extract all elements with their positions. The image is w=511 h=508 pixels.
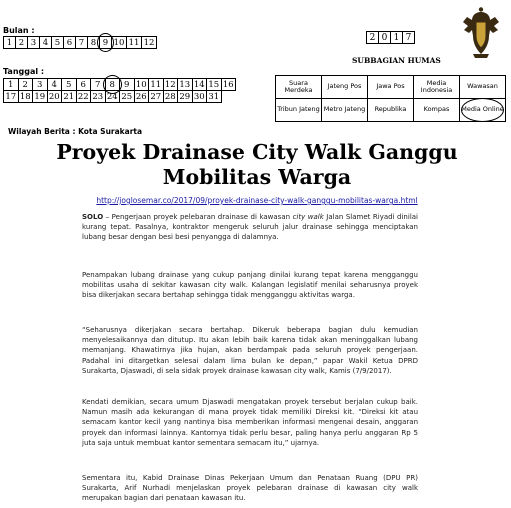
date-cell-label: 29 bbox=[179, 91, 191, 102]
selection-circle-icon bbox=[461, 98, 504, 122]
media-source-label: Suara Merdeka bbox=[284, 78, 313, 94]
government-seal-icon bbox=[459, 6, 503, 60]
date-cell bbox=[62, 79, 77, 91]
date-cell bbox=[149, 79, 164, 91]
month-cell-label: 11 bbox=[128, 37, 140, 48]
year-digit-label: 7 bbox=[405, 32, 412, 43]
date-cell bbox=[163, 79, 178, 91]
month-cell-label: 2 bbox=[18, 37, 25, 48]
date-cell-label: 8 bbox=[109, 79, 115, 90]
date-cell-label: 15 bbox=[208, 79, 220, 90]
date-cell bbox=[18, 79, 33, 91]
year-digit-label: 1 bbox=[393, 32, 400, 43]
month-cell-label: 12 bbox=[143, 37, 155, 48]
date-cell bbox=[47, 79, 62, 91]
media-source-cell bbox=[322, 76, 368, 99]
date-cell-label: 23 bbox=[92, 91, 104, 102]
date-cell bbox=[192, 79, 207, 91]
date-cell bbox=[4, 79, 19, 91]
article-paragraph-5: Sementara itu, Kabid Drainase Dinas Pekerjaan Umum dan Penataan Ruang (DPU PR) Surakarta, Arif Nurhadi menjelaskan proyek pelebaran drainase di kawasan city walk merupakan bagian dari penataan kawasan itu. bbox=[82, 474, 418, 503]
date-cell bbox=[120, 91, 135, 103]
date-cell-label: 25 bbox=[121, 91, 133, 102]
subbagian-label: SUBBAGIAN HUMAS bbox=[352, 56, 441, 65]
date-cell-label: 13 bbox=[179, 79, 191, 90]
date-cell-label: 20 bbox=[48, 91, 60, 102]
media-source-label: Tribun Jateng bbox=[277, 105, 320, 114]
month-cell-label: 3 bbox=[30, 37, 37, 48]
date-grid bbox=[3, 78, 236, 103]
year-digit bbox=[391, 32, 403, 44]
date-cell-label: 3 bbox=[37, 79, 43, 90]
date-cell-label: 30 bbox=[193, 91, 205, 102]
month-cell bbox=[142, 37, 157, 49]
month-cell bbox=[64, 37, 76, 49]
month-cell-label: 10 bbox=[113, 37, 125, 48]
date-cell bbox=[62, 91, 77, 103]
date-cell-label: 2 bbox=[22, 79, 28, 90]
tanggal-label: Tanggal : bbox=[3, 67, 45, 76]
date-cell bbox=[134, 79, 149, 91]
date-cell-label: 9 bbox=[124, 79, 130, 90]
date-cell bbox=[47, 91, 62, 103]
date-cell-label: 6 bbox=[80, 79, 86, 90]
date-cell bbox=[221, 79, 236, 91]
date-cell bbox=[76, 91, 91, 103]
month-grid bbox=[3, 36, 157, 49]
date-cell-label: 16 bbox=[222, 79, 234, 90]
date-cell-label: 4 bbox=[51, 79, 57, 90]
date-cell bbox=[207, 91, 222, 103]
media-source-label: Wawasan bbox=[467, 82, 498, 91]
month-cell-label: 5 bbox=[54, 37, 61, 48]
date-cell bbox=[207, 79, 222, 91]
date-cell-label: 18 bbox=[19, 91, 31, 102]
date-cell-label: 10 bbox=[135, 79, 147, 90]
date-cell bbox=[163, 91, 178, 103]
year-digit-label: 0 bbox=[381, 32, 388, 43]
year-digit bbox=[379, 32, 391, 44]
media-source-cell bbox=[322, 99, 368, 122]
media-source-label: Jateng Pos bbox=[327, 82, 362, 91]
paragraph-italic-text: city walk bbox=[292, 213, 324, 221]
media-source-label: Kompas bbox=[423, 105, 450, 114]
media-source-table bbox=[275, 75, 506, 122]
media-source-label: Media Online bbox=[461, 105, 504, 114]
month-cell bbox=[76, 37, 88, 49]
month-cell bbox=[40, 37, 52, 49]
date-cell bbox=[134, 91, 149, 103]
date-cell-label: 26 bbox=[135, 91, 147, 102]
date-cell bbox=[105, 79, 120, 91]
date-cell bbox=[178, 79, 193, 91]
month-cell-label: 1 bbox=[6, 37, 13, 48]
date-cell bbox=[4, 91, 19, 103]
month-cell bbox=[4, 37, 16, 49]
bulan-label: Bulan : bbox=[3, 26, 35, 35]
month-cell bbox=[28, 37, 40, 49]
year-digit bbox=[367, 32, 379, 44]
article-paragraph-2: Penampakan lubang drainase yang cukup panjang dinilai kurang tepat karena mengganggu mobilitas usaha di sekitar kawasan city walk. Kalangan legislatif menilai seharusnya proyek bisa dikerjakan secara bertahap sehingga tidak mengganggu aktivitas warga. bbox=[82, 271, 418, 300]
month-cell-label: 9 bbox=[102, 37, 109, 48]
date-cell bbox=[105, 91, 120, 103]
month-cell bbox=[52, 37, 64, 49]
date-cell-label: 21 bbox=[63, 91, 75, 102]
date-cell-label: 7 bbox=[95, 79, 101, 90]
month-cell bbox=[100, 37, 112, 49]
month-cell-label: 4 bbox=[42, 37, 49, 48]
year-digit-label: 2 bbox=[369, 32, 376, 43]
date-cell bbox=[120, 79, 135, 91]
media-source-cell bbox=[414, 76, 460, 99]
paragraph-text: Jalan Slamet Riyadi dinilai kurang tepat. Pasalnya, kontraktor mengeruk seluruh jalur drainase sehingga menciptakan lubang besar dengan besi besi penyangga di dalamnya. bbox=[82, 213, 418, 242]
media-source-label: Jawa Pos bbox=[376, 82, 405, 91]
date-cell-label: 19 bbox=[34, 91, 46, 102]
media-source-cell bbox=[460, 99, 506, 122]
media-source-cell bbox=[368, 76, 414, 99]
date-cell bbox=[33, 91, 48, 103]
date-cell bbox=[192, 91, 207, 103]
month-cell-label: 6 bbox=[66, 37, 73, 48]
date-cell-label: 14 bbox=[193, 79, 205, 90]
paragraph-text: – Pengerjaan proyek pelebaran drainase di kawasan bbox=[103, 213, 293, 221]
date-cell-label: 1 bbox=[8, 79, 14, 90]
date-cell bbox=[91, 91, 106, 103]
date-cell bbox=[33, 79, 48, 91]
date-cell bbox=[149, 91, 164, 103]
article-paragraph-3: “Seharusnya dikerjakan secara bertahap. Dikeruk beberapa bagian dulu kemudian menyelesaikannya dan ditutup. Itu akan lebih baik karena tidak akan meninggalkan lubang memanjang. Khawatirnya jika hujan, akan berdampak pada seluruh proyek pengerjaan. Padahal ini ditargetkan selesai dalam lima bulan ke depan,” papar Wakil Ketua DPRD Surakarta, Djaswadi, di sela sidak proyek drainase kawasan city walk, Kamis (7/9/2017). bbox=[82, 326, 418, 375]
media-source-label: Metro Jateng bbox=[323, 105, 366, 114]
date-cell-label: 12 bbox=[164, 79, 176, 90]
date-cell bbox=[178, 91, 193, 103]
month-cell bbox=[127, 37, 142, 49]
date-cell bbox=[76, 79, 91, 91]
date-cell-label: 17 bbox=[5, 91, 17, 102]
date-cell-label: 31 bbox=[208, 91, 220, 102]
article-url-link[interactable]: http://joglosemar.co/2017/09/proyek-drainase-city-walk-ganggu-mobilitas-warga.html bbox=[96, 196, 418, 205]
article-paragraph-1 bbox=[82, 212, 418, 243]
date-cell-label: 22 bbox=[77, 91, 89, 102]
date-cell bbox=[18, 91, 33, 103]
year-digit bbox=[403, 32, 415, 44]
month-cell bbox=[16, 37, 28, 49]
date-cell-label: 28 bbox=[164, 91, 176, 102]
dateline: SOLO bbox=[82, 213, 104, 221]
year-boxes bbox=[366, 31, 415, 44]
media-source-label: Media Indonesia bbox=[420, 78, 453, 94]
media-source-cell bbox=[460, 76, 506, 99]
date-cell-label: 5 bbox=[66, 79, 72, 90]
media-source-cell bbox=[276, 76, 322, 99]
media-source-cell bbox=[414, 99, 460, 122]
date-cell-label: 27 bbox=[150, 91, 162, 102]
article-paragraph-4: Kendati demikian, secara umum Djaswadi mengatakan proyek tersebut berjalan cukup baik. Namun masih ada kekurangan di mana proyek tidak memiliki Direksi kit. “Direksi kit atau semacam kantor kecil yang nantinya bisa memberikan informasi mengenai desain, anggaran proyek dan informasi lainnya. Kantornya tidak perlu besar, paling hanya perlu anggaran Rp 5 juta saja untuk membuat kantor sementara semacam itu,” ujarnya. bbox=[82, 398, 418, 447]
news-region: Wilayah Berita : Kota Surakarta bbox=[8, 127, 143, 136]
article-title: Proyek Drainase City Walk Ganggu Mobilitas Warga bbox=[56, 140, 458, 189]
date-cell-label: 24 bbox=[106, 91, 118, 102]
date-cell-label: 11 bbox=[150, 79, 162, 90]
month-cell bbox=[112, 37, 127, 49]
month-cell-label: 7 bbox=[78, 37, 85, 48]
month-cell-label: 8 bbox=[90, 37, 97, 48]
media-source-label: Republika bbox=[374, 105, 407, 114]
media-source-cell bbox=[368, 99, 414, 122]
media-source-cell bbox=[276, 99, 322, 122]
